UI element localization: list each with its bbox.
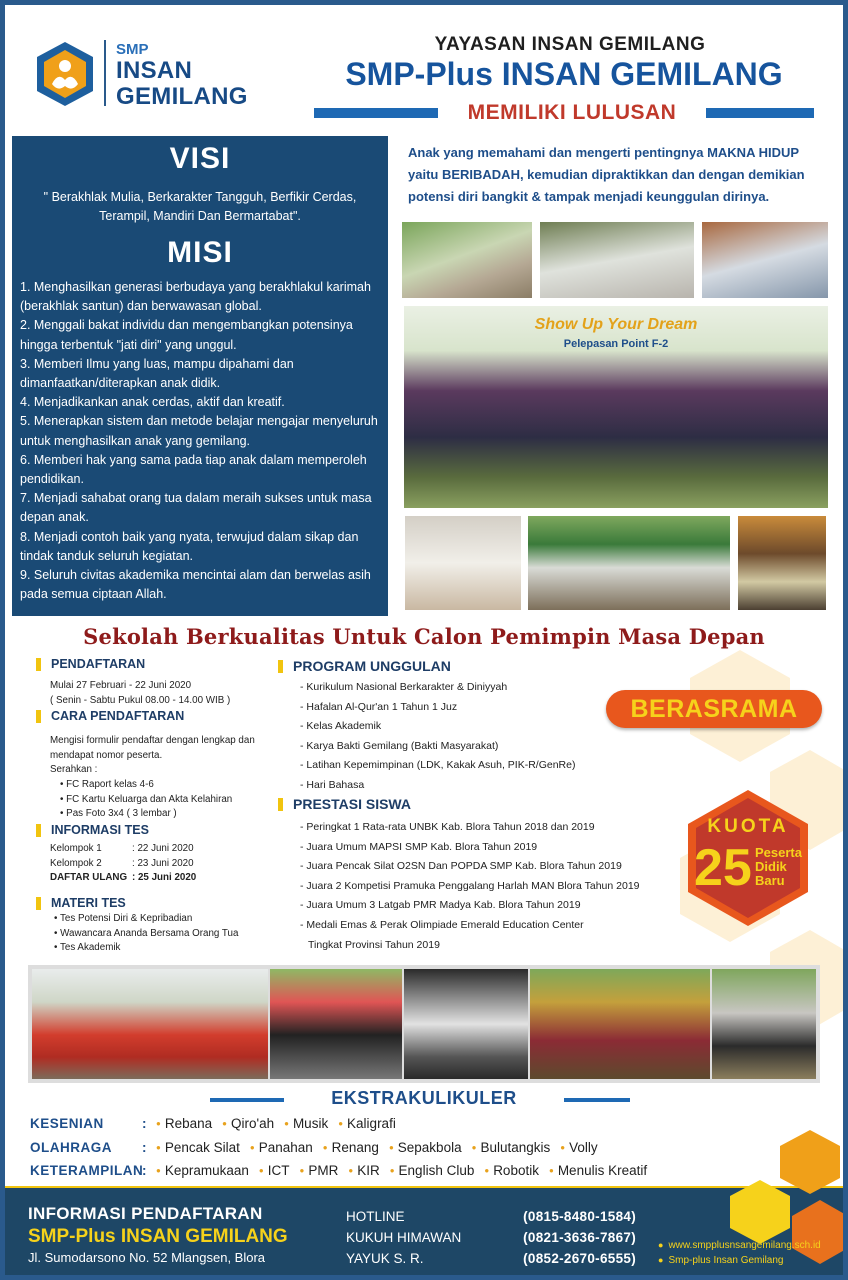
photo-classroom bbox=[700, 220, 830, 300]
ekstra-item: ● Renang bbox=[323, 1140, 379, 1155]
prestasi-item: - Juara Umum 3 Latgab PMR Madya Kab. Blora Tahun 2019 bbox=[300, 899, 581, 912]
photo-outdoor-study bbox=[538, 220, 696, 300]
website-link[interactable]: ● www.smpplusnsangemilang.sch.id bbox=[658, 1238, 821, 1253]
ekstra-item: ● Kaligrafi bbox=[338, 1116, 396, 1131]
misi-item: 4. Menjadikankan anak cerdas, aktif dan kreatif. bbox=[20, 395, 285, 410]
contact-row: KUKUH HIMAWAN (0821-3636-7867) bbox=[346, 1227, 636, 1248]
footer-school: SMP-Plus INSAN GEMILANG bbox=[28, 1226, 288, 1247]
prestasi-item: Tingkat Provinsi Tahun 2019 bbox=[308, 938, 440, 951]
misi-item: 5. Menerapkan sistem dan metode belajar mengajar menyeluruh untuk menghasilkan anak yang gemilang. bbox=[20, 414, 378, 448]
footer-address: Jl. Sumodarsono No. 52 Mlangsen, Blora bbox=[28, 1250, 266, 1265]
photo-group bbox=[526, 514, 732, 612]
kuota-unit: Peserta Didik Baru bbox=[755, 845, 802, 888]
misi-item: 6. Memberi hak yang sama pada tiap anak dalam memperoleh pendidikan. bbox=[20, 452, 367, 487]
ekstra-item: ● PMR bbox=[300, 1163, 339, 1178]
program-heading: PROGRAM UNGGULAN bbox=[278, 660, 451, 673]
materi-item: • Tes Akademik bbox=[54, 942, 121, 953]
ekstra-item: ● Sepakbola bbox=[389, 1140, 462, 1155]
misi-item: 7. Menjadi sahabat orang tua dalam meraih sukses untuk masa depan anak. bbox=[20, 491, 372, 525]
ekstra-item: ● Qiro'ah bbox=[222, 1116, 274, 1131]
cara-document: • FC Raport kelas 4-6 bbox=[60, 779, 154, 790]
misi-item: 8. Menjadi contoh baik yang nyata, terwujud dalam sikap dan tindak tanduk seluruh kegiatan. bbox=[20, 529, 359, 563]
berasrama-badge: BERASRAMA bbox=[606, 690, 822, 728]
contact-phone[interactable]: (0852-2670-6555) bbox=[523, 1251, 636, 1266]
materi-tes-list bbox=[54, 912, 284, 956]
activity-photo-parade bbox=[404, 969, 528, 1079]
activity-photo-ceremony bbox=[270, 969, 402, 1079]
prestasi-item: - Juara Pencak Silat O2SN Dan POPDA SMP Kab. Blora Tahun 2019 bbox=[300, 860, 622, 873]
ekstra-item: ● Kepramukaan bbox=[156, 1163, 249, 1178]
misi-heading bbox=[12, 236, 388, 270]
program-item: - Karya Bakti Gemilang (Bakti Masyarakat) bbox=[300, 739, 499, 752]
contact-row: YAYUK S. R. (0852-2670-6555) bbox=[346, 1248, 636, 1269]
misi-list bbox=[20, 278, 382, 604]
program-list bbox=[300, 678, 575, 796]
ekstra-olahraga-label: OLAHRAGA bbox=[30, 1140, 112, 1155]
misi-title: MISI bbox=[167, 236, 233, 269]
ekstra-item: ● Rebana bbox=[156, 1116, 212, 1131]
cara-text: Mengisi formulir pendaftar dengan lengkap dan mendapat nomor peserta. bbox=[50, 735, 255, 761]
kuota-label: KUOTA bbox=[707, 816, 789, 837]
photo-lab bbox=[403, 514, 523, 612]
ekstra-kesenian-row: KESENIAN : ● Rebana ● Qiro'ah ● Musik ● Kaligrafi bbox=[30, 1116, 730, 1131]
contact-phone[interactable]: (0821-3636-7867) bbox=[523, 1230, 636, 1245]
program-item: - Latihan Kepemimpinan (LDK, Kakak Asuh, PIK-R/GenRe) bbox=[300, 759, 576, 772]
kuota-number: 25 bbox=[694, 839, 752, 897]
info-tes-heading: INFORMASI TES bbox=[36, 824, 149, 837]
social-link[interactable]: ● Smp-plus Insan Gemilang bbox=[658, 1253, 821, 1268]
activity-photo-team bbox=[530, 969, 710, 1079]
ekstra-item: ● ICT bbox=[259, 1163, 290, 1178]
pendaftaran-details bbox=[50, 679, 280, 708]
lulusan-description: Anak yang memahami dan mengerti pentingnya MAKNA HIDUP yaitu BERIBADAH, kemudian dipraktikkan dan dengan demikian potensi diri bangkit & tampak menjadi keunggulan dirinya. bbox=[408, 145, 805, 204]
prestasi-heading: PRESTASI SISWA bbox=[278, 798, 411, 811]
footer-title: INFORMASI PENDAFTARAN bbox=[28, 1204, 263, 1223]
ekstra-item: ● Pencak Silat bbox=[156, 1140, 240, 1155]
pendaftaran-hours: ( Senin - Sabtu Pukul 08.00 - 14.00 WIB ) bbox=[50, 694, 231, 706]
activity-photo-outdoor bbox=[712, 969, 816, 1079]
ekstra-item: ● KIR bbox=[348, 1163, 379, 1178]
graduation-banner-title: Show Up Your Dream bbox=[534, 316, 698, 333]
misi-item: 9. Seluruh civitas akademika mencintai alam dan berwelas asih pada semua ciptaan Allah. bbox=[20, 568, 371, 602]
school-title: SMP-Plus INSAN GEMILANG bbox=[345, 56, 783, 92]
cara-serahkan: Serahkan : bbox=[50, 764, 98, 775]
visi-heading bbox=[12, 142, 388, 176]
pendaftaran-dates: Mulai 27 Februari - 22 Juni 2020 bbox=[50, 680, 192, 691]
prestasi-item: - Medali Emas & Perak Olimpiade Emerald Education Center bbox=[300, 918, 584, 931]
logo-line2: GEMILANG bbox=[116, 83, 248, 110]
ekstra-item: ● Robotik bbox=[484, 1163, 539, 1178]
ekstra-heading: EKSTRAKULIKULER bbox=[284, 1088, 564, 1112]
ekstra-item: ● Volly bbox=[560, 1140, 597, 1155]
ekstra-item: ● Menulis Kreatif bbox=[549, 1163, 647, 1178]
prestasi-item: - Peringkat 1 Rata-rata UNBK Kab. Blora Tahun 2018 dan 2019 bbox=[300, 821, 595, 833]
info-tes-schedule bbox=[50, 842, 280, 886]
pendaftaran-heading: PENDAFTARAN bbox=[36, 658, 145, 671]
header-stripe-right bbox=[706, 108, 814, 118]
ekstra-item: ● Panahan bbox=[250, 1140, 313, 1155]
ekstra-item: ● Bulutangkis bbox=[472, 1140, 551, 1155]
info-tes-row: Kelompok 1 : 22 Juni 2020 bbox=[50, 843, 194, 854]
misi-item: 3. Memberi Ilmu yang luas, mampu dipahami dan dimanfaatkan/diterapkan anak didik. bbox=[20, 356, 294, 391]
photo-event bbox=[736, 514, 828, 612]
prestasi-item: - Juara Umum MAPSI SMP Kab. Blora Tahun 2019 bbox=[300, 840, 538, 853]
cara-details bbox=[50, 734, 280, 778]
info-tes-row: Kelompok 2 : 23 Juni 2020 bbox=[50, 857, 194, 869]
graduation-banner-subtitle: Pelepasan Point F-2 bbox=[563, 338, 669, 350]
tagline: Sekolah Berkualitas Untuk Calon Pemimpin Masa Depan bbox=[83, 624, 765, 649]
ekstra-item: ● English Club bbox=[390, 1163, 475, 1178]
ekstra-item: ● Musik bbox=[284, 1116, 328, 1131]
logo-prefix: SMP bbox=[116, 41, 149, 58]
ekstra-keterampilan-label: KETERAMPILAN bbox=[30, 1163, 144, 1178]
ekstra-kesenian-label: KESENIAN bbox=[30, 1116, 104, 1131]
program-item: - Hari Bahasa bbox=[300, 778, 365, 791]
contact-phone[interactable]: (0815-8480-1584) bbox=[523, 1209, 636, 1224]
logo-divider bbox=[104, 40, 106, 106]
program-item: - Kurikulum Nasional Berkarakter & Diniyyah bbox=[300, 681, 508, 693]
materi-item: • Tes Potensi Diri & Kepribadian bbox=[54, 913, 193, 924]
program-item: - Hafalan Al-Qur'an 1 Tahun 1 Juz bbox=[300, 700, 458, 713]
school-logo-icon bbox=[34, 40, 96, 108]
photo-graduation bbox=[402, 304, 830, 510]
activity-photo-silat bbox=[32, 969, 268, 1079]
cara-heading: CARA PENDAFTARAN bbox=[36, 710, 184, 723]
cara-document: • Pas Foto 3x4 ( 3 lembar ) bbox=[60, 808, 177, 819]
foundation-name: YAYASAN INSAN GEMILANG bbox=[434, 34, 706, 55]
cara-document-list bbox=[60, 778, 232, 822]
materi-item: • Wawancara Ananda Bersama Orang Tua bbox=[54, 927, 239, 939]
logo-text bbox=[116, 42, 248, 109]
footer-links bbox=[658, 1238, 821, 1268]
ekstra-olahraga-row: OLAHRAGA : ● Pencak Silat ● Panahan ● Renang ● Sepakbola ● Bulutangkis ● Volly bbox=[30, 1140, 730, 1155]
footer-contacts bbox=[346, 1206, 636, 1269]
visi-text: " Berakhlak Mulia, Berkarakter Tangguh, Berfikir Cerdas, Terampil, Mandiri Dan Bermartabat". bbox=[43, 190, 357, 223]
materi-tes-heading: MATERI TES bbox=[36, 897, 126, 910]
logo-line1: INSAN bbox=[116, 57, 193, 84]
header-stripe-left bbox=[314, 108, 438, 118]
prestasi-item: - Juara 2 Kompetisi Pramuka Penggalang Harlah MAN Blora Tahun 2019 bbox=[300, 879, 640, 892]
prestasi-list bbox=[300, 818, 680, 955]
cara-document: • FC Kartu Keluarga dan Akta Kelahiran bbox=[60, 793, 233, 805]
visi-title: VISI bbox=[169, 142, 231, 175]
misi-item: 2. Menggali bakat individu dan mengembangkan potensinya hingga terbentuk "jati diri" yang unggul. bbox=[20, 318, 353, 352]
lulusan-heading: MEMILIKI LULUSAN bbox=[467, 101, 677, 124]
photo-school-building bbox=[400, 220, 534, 300]
info-tes-row: DAFTAR ULANG : 25 Juni 2020 bbox=[50, 872, 197, 883]
program-item: - Kelas Akademik bbox=[300, 720, 382, 733]
misi-item: 1. Menghasilkan generasi berbudaya yang berakhlakul karimah (berakhlak santun) dan berwawasan global. bbox=[20, 280, 371, 314]
ekstra-keterampilan-row: KETERAMPILAN : ● Kepramukaan ● ICT ● PMR ● KIR ● English Club ● Robotik ● Menulis Kreatif bbox=[30, 1163, 730, 1178]
contact-row: HOTLINE (0815-8480-1584) bbox=[346, 1206, 636, 1227]
